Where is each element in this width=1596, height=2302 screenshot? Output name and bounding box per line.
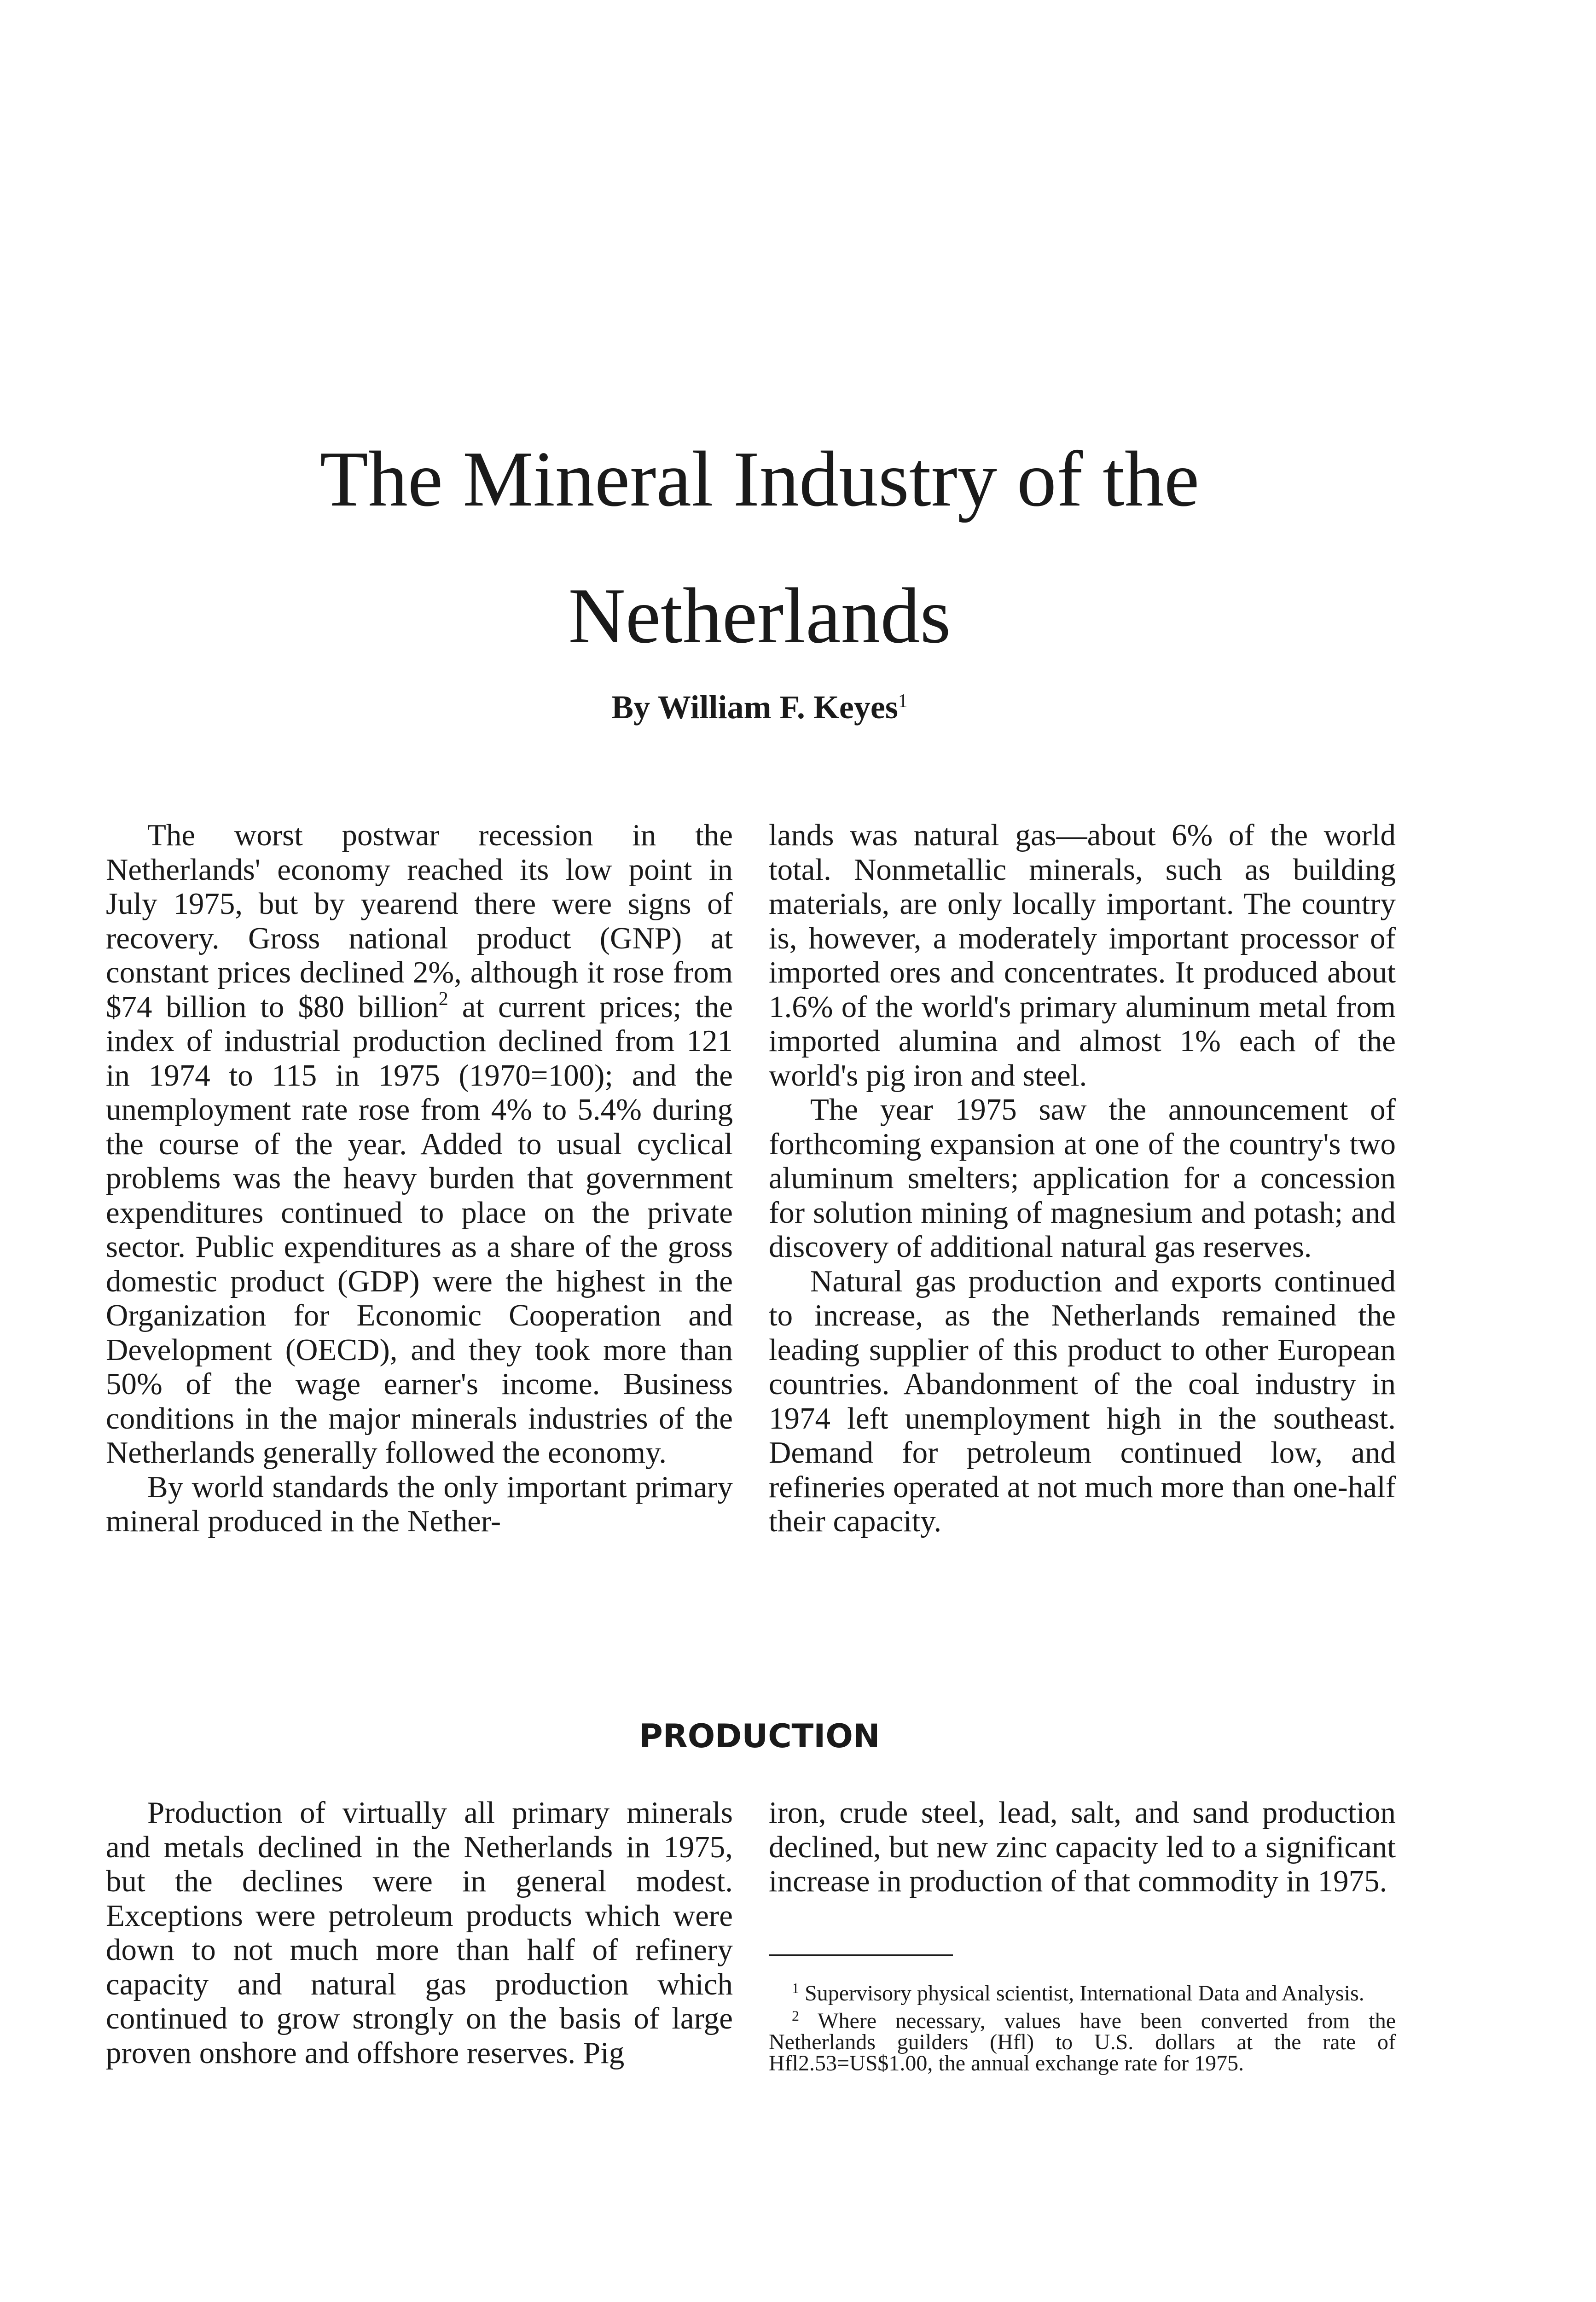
intro-column-left	[106, 818, 733, 1539]
footnote-2-mark: 2	[792, 2007, 799, 2024]
intro-column-right	[769, 818, 1396, 1539]
intro-paragraph-1-part-b: at current prices; the index of industrial production declined from 121 in 1974 to 115 in 1975 (1970=100); and the unemployment rate rose from 4% to 5.4% during the course of the year. Added to usual cyclical problems was the heavy burden that government expenditures continued to place on the private sector. Public expenditures as a share of the gross domestic product (GDP) were the highest in the Organization for Economic Cooperation and Development (OECD), and they took more than 50% of the wage earner's income. Business conditions in the major minerals industries of the Netherlands generally followed the economy.	[106, 989, 733, 1470]
byline	[138, 688, 1381, 727]
byline-footnote-mark: 1	[898, 691, 908, 712]
footnote-2	[769, 2005, 1396, 2074]
intro-paragraph-1	[106, 818, 733, 1470]
page-title-line-2: Netherlands	[568, 572, 951, 660]
production-column-right	[769, 1796, 1396, 1899]
footnote-1	[769, 1977, 1396, 2004]
section-heading-production: PRODUCTION	[639, 1717, 880, 1755]
production-paragraph: Production of virtually all primary minerals and metals declined in the Netherlands in 1975, but the declines were in general modest. Exceptions were petroleum products which were down to not much more than half of refinery capacity and natural gas production which continued to grow strongly on the basis of large proven onshore and offshore reserves. Pig	[106, 1796, 733, 2070]
footnote-1-mark: 1	[792, 1980, 799, 1996]
footnote-divider	[769, 1954, 953, 1956]
author-name: By William F. Keyes	[611, 689, 898, 726]
intro-paragraph-4: Natural gas production and exports continued to increase, as the Netherlands remained the leading supplier of this product to other European countries. Abandonment of the coal industry in 1974 left unemployment high in the southeast. Demand for petroleum continued low, and refineries operated at not much more than one-half their capacity.	[769, 1264, 1396, 1538]
page-title-line-1: The Mineral Industry of the	[319, 436, 1200, 523]
footnote-1-text: Supervisory physical scientist, International Data and Analysis.	[805, 1981, 1364, 2006]
intro-paragraph-2-continued: lands was natural gas—about 6% of the world total. Nonmetallic minerals, such as building materials, are only locally important. The country is, however, a moderately important processor of imported ores and concentrates. It produced about 1.6% of the world's primary aluminum metal from imported alumina and almost 1% each of the world's pig iron and steel.	[769, 818, 1396, 1093]
intro-paragraph-1-part-a: The worst postwar recession in the Netherlands' economy reached its low point in July 1975, but by yearend there were signs of recovery. Gross national product (GNP) at constant prices declined 2%, although it rose from $74 billion to $80 billion	[106, 818, 733, 1024]
footnote-mark-2: 2	[438, 988, 448, 1010]
intro-paragraph-3: The year 1975 saw the announcement of forthcoming expansion at one of the country's two aluminum smelters; application for a concession for solution mining of magnesium and potash; and discovery of additional natural gas reserves.	[769, 1093, 1396, 1264]
production-paragraph-continued: iron, crude steel, lead, salt, and sand production declined, but new zinc capacity led to a significant increase in production of that commodity in 1975.	[769, 1796, 1396, 1898]
production-column-left	[106, 1796, 733, 2070]
footnotes	[769, 1977, 1396, 2075]
intro-paragraph-2: By world standards the only important primary mineral produced in the Nether-	[106, 1470, 733, 1538]
footnote-2-text: Where necessary, values have been converted from the Netherlands guilders (Hfl) to U.S. dollars at the rate of Hfl2.53=US$1.00, the annual exchange rate for 1975.	[769, 2009, 1396, 2075]
